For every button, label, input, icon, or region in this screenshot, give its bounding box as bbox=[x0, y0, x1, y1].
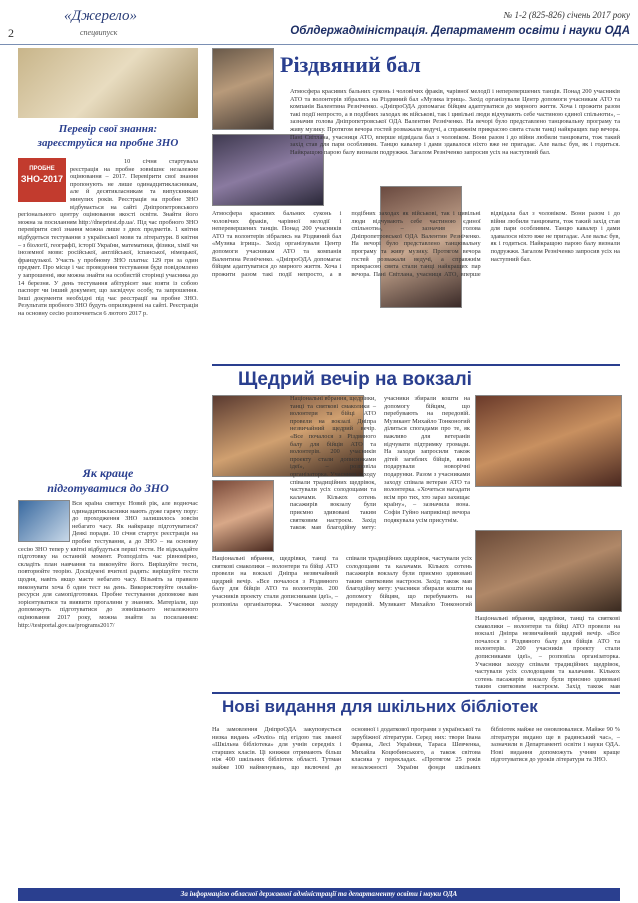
books-body bbox=[212, 726, 620, 884]
evening-title: Щедрий вечір на вокзалі bbox=[238, 369, 472, 390]
page-footer: За інформацією обласної державної адміністрації та департаменту освіти і науки ОДА bbox=[18, 888, 620, 901]
rubric-title: Облдержадміністрація. Департамент освіти і науки ОДА bbox=[290, 25, 630, 37]
ball-body bbox=[212, 210, 620, 366]
ball-intro bbox=[290, 88, 620, 196]
ball-title: Різдвяний бал bbox=[280, 52, 421, 77]
evening-body-right bbox=[475, 615, 620, 691]
divider-books bbox=[212, 692, 620, 694]
decorative-christmas-image bbox=[18, 48, 198, 118]
evening-photo-2 bbox=[475, 395, 622, 487]
prep-title-line2: підготуватися до ЗНО bbox=[47, 481, 169, 495]
ball-body-text: Атмосфера красивих бальних суконь і чоловічих фраків, чарівної мелодії і неперевершених танців. Понад 200 учасників АТО та волонтерів зібрались на Різдвяний бал «Музика ігрищ». Захід організували Центр допомоги учасникам АТО та компанія Валентина Резніченко. «ДніпроОДА допомагає бійцям адаптуватися до мирного життя. Хоча і прожити разом такі події непросто, а в подібних заходах як військові, так і цивільні люди відчувають себе частиною єдиної спільноти», – зазначив голова Дніпропетровської ОДА Валентин Резніченко. На вечорі було представлено танцювальну програму та живу музику. Протягом вечора гостей розважали ведучі, а справжнім прикрасою свята стали танці найкращих пар вечора. Пані Світлана, учасниця АТО, вперше відвідала бал з чоловіком. Вони разом і до війни любили танцювати, тож такий захід став для пари особливим. Танцю кавалер і дами здавалося ніхто вже не пригадає. Але вальс був, як і годиться. Найкращою парою балу визнали подружжя. Загалом Резніченко запросив усіх на наступний бал. bbox=[290, 88, 620, 156]
page-header bbox=[0, 0, 638, 45]
zno-title-line2: зареєструйся на пробне ЗНО bbox=[37, 137, 179, 149]
zno-badge-top: ПРОБНЕ bbox=[29, 166, 55, 172]
prep-title bbox=[18, 466, 198, 496]
zno-title-line1: Перевір свої знання: bbox=[58, 123, 158, 135]
evening-photo-4 bbox=[475, 530, 622, 612]
evening-photo-3 bbox=[212, 480, 274, 552]
prep-title-line1: Як краще bbox=[82, 466, 134, 480]
newspaper-logo-subtitle: спецвипуск bbox=[80, 28, 118, 37]
books-body-text: На замовлення ДніпроОДА закуповується низка видань «Фоліо» під егідою так званої «Шкільна бібліотека» для учнів середніх і старших класів. Ці книжки отримають більш ніж 400 шкільних бібліотек області. Тутман майже 100 найменувань, що включені до основної і додаткової програми з української та зарубіжної літератури. Серед них: твори Івана Франка, Лесі Українки, Тараса Шевченка, Михайла Коцюбинського, а також світова класика у перекладах. «Протягом 25 років незалежності України фонди шкільних бібліотек майже не оновлювалися. Майже 90 % літератури видано ще в радянський час», – зазначили в Департаменті освіти і науки ОДА. Нові видання допоможуть учням краще підготуватися до уроків літератури та ЗНО. bbox=[212, 726, 620, 771]
zno-title bbox=[18, 122, 198, 150]
divider-evening bbox=[212, 364, 620, 366]
zno-badge-year: ЗНО-2017 bbox=[20, 174, 64, 184]
ball-body-cont: Атмосфера красивих бальних суконь і чоловічих фраків, чарівної мелодії і неперевершених танців. Понад 200 учасників АТО та волонтерів зібрались на Різдвяний бал «Музика ігрищ». Захід організували Центр допомоги учасникам АТО та компанія Валентина Резніченко. «ДніпроОДА допомагає бійцям адаптуватися до мирного життя. Хоча і прожити разом такі події непросто, а в подібних заходах як військові, так і цивільні люди відчувають себе частиною єдиної спільноти», – зазначив голова Дніпропетровської ОДА Валентин Резніченко. На вечорі було представлено танцювальну програму та живу музику. Протягом вечора гостей розважали ведучі, а справжнім прикрасою свята стали танці найкращих пар вечора. Пані Світлана, учасниця АТО, вперше відвідала бал з чоловіком. Вони разом і до війни любили танцювати, тож такий захід став для пари особливим. Танцю кавалер і дами здавалося ніхто вже не пригадає. Але вальс був, як і годиться. Найкращою парою балу визнали подружжя. Загалом Резніченко запросив усіх на наступний бал. bbox=[212, 210, 620, 278]
ball-photo-1 bbox=[212, 48, 274, 130]
prep-body-text: Вся країна святкує Новий рік, але водночас одинадцятикласники мають дуже гарячу пору: до проходження ЗНО залишилось зовсім небагато часу. Як найкраще підготуватися? Деякі поради. 10 січня стартує реєстрація на пробне тестування, а до ЗНО – на основну сесію ЗНО тепер у квітні відбудуться перші тести. Не відкладайте підготовку на останній момент. Розподіліть час рівномірно, складіть план навчання та виконуйте його. Вирішуйте тести, повторюйте теорію. Досвідчені вчителі радять: вирішуйте тести щодня, навіть якщо маєте небагато часу. Візьміть за правило виконувати хоча б один тест на день. Використовуйте онлайн-ресурси для самопідготовки. Пробне тестування допоможе вам зорієнтуватися та виявити прогалини у знаннях. Матеріали, що допоможуть підготуватися до зовнішнього незалежного оцінювання 2017 року, можна знайти за посиланням: http://testportal.gov.ua/programs2017/ bbox=[18, 500, 198, 629]
issue-info: № 1-2 (825-826) січень 2017 року bbox=[503, 10, 630, 20]
prep-body bbox=[18, 500, 198, 880]
books-title: Нові видання для шкільних бібліотек bbox=[222, 697, 538, 716]
zno-body bbox=[18, 158, 198, 454]
newspaper-logo-title: «Джерело» bbox=[64, 8, 137, 24]
zno-body-text: 10 січня стартувала реєстрація на пробне зовнішнє незалежне оцінювання – 2017. Перевірити свої знання пропонують не лише одинадцятикласникам, але й десятикласникам та випускникам минулих років. Реєстрація на пробне ЗНО відбувається на сайті Дніпропетровського регіонального центру оцінювання якості освіти. Знайти його можна за посиланням http://dneprtest.dp.ua/. Під час пробного ЗНО перевірити свої знання можна лише з двох предметів. 1 квітня відбудеться тестування з української мови та літератури. 8 квітня – з біології, географії, історії України, математики, фізики, хімії чи іноземної мови: російської, англійської, іспанської, німецької, французької. Участь у пробному ЗНО платна: 129 грн за один предмет. Про місце і час проведення тестування буде повідомлено у запрошенні, яке можна знайти на особистій сторінці учасника до 14 березня. У день тестування абітурієнт має взяти із собою паспорт чи інший документ, що засвідчує особу, та запрошення. Інші документи необхідні під час реєстрації на пробне ЗНО. Результати пробного ЗНО будуть оприлюднені на сайті. Реєстрація на основну сесію розпочнеться 6 лютого 2017 р. bbox=[18, 158, 198, 317]
evening-body-text: Національні вбрання, щедрівки, танці та святкові смаколики – волонтери та бійці АТО провели на вокзалі Дніпра незвичайний щедрий вечір. «Все почалося з Різдвяного балу для бійців АТО та волонтерів. 200 учасників проекту стали дописниками ідеї», – розповіла організаторка. Учасники заходу співали традиційних щедрівок, частували усіх солодощами та калачами. Кількох сотень пасажирів вокзалу були приємно здивовані таким святковим настроєм. Захід також мав благодійну мету: учасники збирали кошти на допомогу бійцям, що перебувають на передовій. Музикант Михайло Тонконогий ділиться спогадами про те, як важливо для ветеранів відчувати підтримку громади. На заходи запросили також дітей загиблих бійців, яким подарували новорічні подарунки. Разом з учасниками заходу співала ветеран АТО та волонтерка. «Хочеться нагадати всім про тих, хто зараз захищає країну», – зазначила вона. Софія Гуйно наприкінці вечора подякувала усім присутнім. bbox=[290, 395, 470, 532]
evening-body-cont bbox=[212, 555, 472, 611]
page-number: 2 bbox=[8, 26, 14, 40]
evening-body-text-3: Національні вбрання, щедрівки, танці та святкові смаколики – волонтери та бійці АТО провели на вокзалі Дніпра незвичайний щедрий вечір. «Все почалося з Різдвяного балу для бійців АТО та волонтерів. 200 учасників проекту стали дописниками ідеї», – розповіла організаторка. Учасники заходу співали традиційних щедрівок, частували усіх солодощами та калачами. Кількох сотень пасажирів вокзалу були приємно здивовані таким святковим настроєм. Захід також мав bbox=[475, 615, 620, 691]
evening-body-text-2: Національні вбрання, щедрівки, танці та святкові смаколики – волонтери та бійці АТО провели на вокзалі Дніпра незвичайний щедрий вечір. «Все почалося з Різдвяного балу для бійців АТО та волонтерів. 200 учасників проекту стали дописниками ідеї», – розповіла організаторка. Учасники заходу співали традиційних щедрівок, частували усіх солодощами та калачами. Кількох сотень пасажирів вокзалу були приємно здивовані таким святковим настроєм. Захід також мав благодійну мету: учасники збирали кошти на допомогу бійцям, що перебувають на передовій. Музикант Михайло Тонконогий bbox=[212, 555, 472, 608]
